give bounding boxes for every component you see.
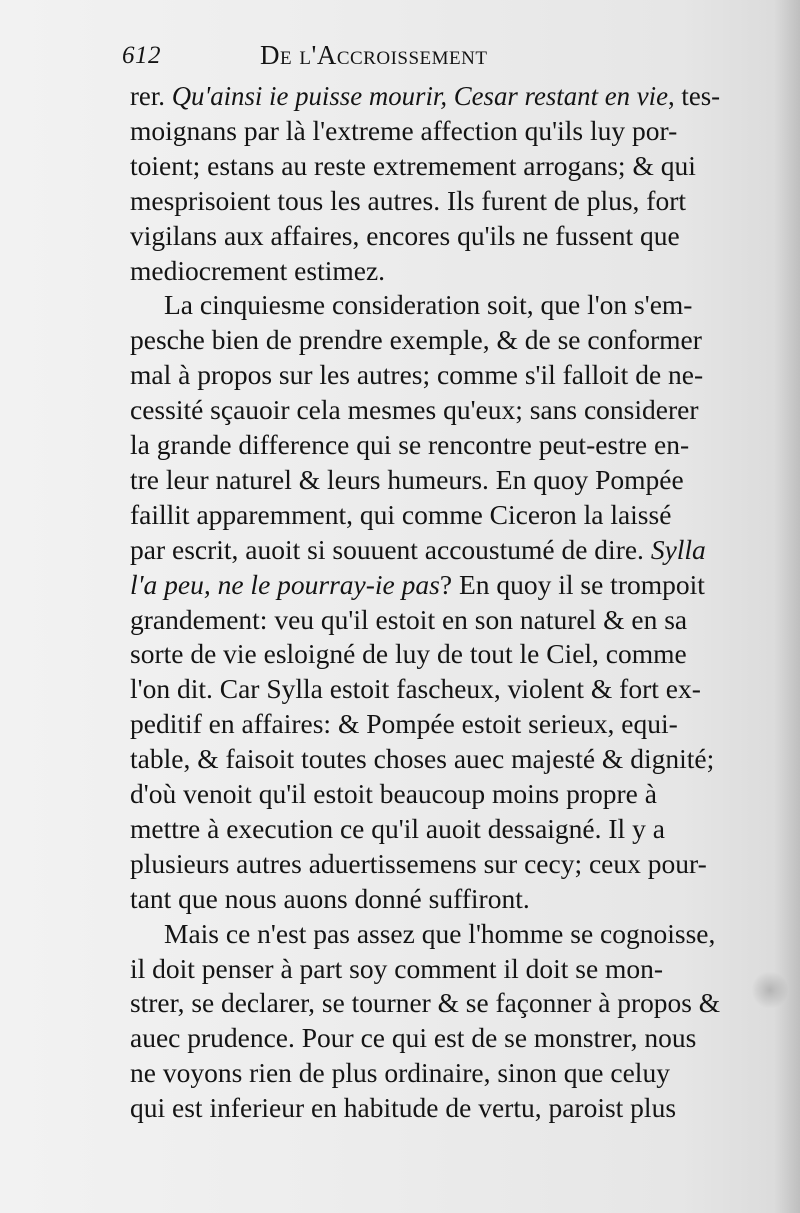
roman-text: grandement: veu qu'il estoit en son naturel & en sa [130,603,688,635]
text-line [130,183,686,219]
text-line [130,78,720,114]
page-number: 612 [122,42,161,69]
text-line [130,357,703,393]
roman-text: il doit penser à part soy comment il doit se mon- [130,952,664,984]
roman-text: mal à propos sur les autres; comme s'il falloit de ne- [130,359,704,391]
roman-text: la grande difference qui se rencontre peut-estre en- [130,429,690,460]
text-line [130,671,701,707]
text-line [130,741,714,777]
roman-text: mesprisoient tous les autres. Ils furent de plus, fort [130,184,687,216]
text-line [130,636,687,672]
text-line [130,602,687,638]
italic-text: Qu'ainsi ie puisse mourir, Cesar restant en vie [171,80,668,111]
text-line [130,218,680,254]
roman-text: mettre à execution ce qu'il auoit dessaigné. Il y a [130,812,665,844]
roman-text: plusieurs autres aduertissemens sur cecy; ceux pour- [130,847,707,879]
paper-stain [752,970,788,1010]
roman-text: mediocrement estimez. [130,254,386,286]
roman-text: d'où venoit qu'il estoit beaucoup moins propre à [130,778,657,809]
text-line [130,462,684,498]
italic-text: Sylla [650,533,706,565]
text-line [130,148,696,184]
roman-text: toient; estans au reste extremement arrogans; & qui [130,149,696,181]
text-line [130,881,530,917]
text-line [130,846,707,882]
roman-text: tre leur naturel & leurs humeurs. En quoy Pompée [130,463,684,495]
text-line [164,287,692,323]
text-line [130,497,671,533]
running-title: De l'Accroissement [260,40,488,70]
roman-text: La cinquiesme consideration soit, que l'on s'em- [164,289,693,321]
text-line [130,811,665,847]
italic-text: l'a peu, ne le pourray-ie pas [130,568,440,600]
text-line [130,1090,676,1126]
text-line [130,1020,696,1056]
roman-text: table, & faisoit toutes choses auec majesté & dignité; [130,743,715,775]
text-line [130,392,699,428]
text-line [130,1055,670,1091]
page-header [122,40,722,80]
roman-text: peditif en affaires: & Pompée estoit serieux, equi- [130,708,678,740]
roman-text: l'on dit. Car Sylla estoit fascheux, violent & fort ex- [130,673,701,705]
roman-text: , tes- [667,80,721,111]
roman-text: ne voyons rien de plus ordinaire, sinon que celuy [130,1057,670,1089]
roman-text: Mais ce n'est pas assez que l'homme se cognoisse, [164,917,716,949]
text-line [130,567,705,603]
text-line [130,985,720,1021]
roman-text: auec prudence. Pour ce qui est de se monstrer, nous [130,1022,697,1054]
text-line [130,951,663,987]
text-line [130,113,677,149]
roman-text: par escrit, auoit si souuent accoustumé de dire. [130,533,651,565]
text-line [164,916,715,952]
roman-text: faillit apparemment, qui comme Ciceron la laissé [130,498,672,530]
roman-text: vigilans aux affaires, encores qu'ils ne fussent que [130,219,680,251]
roman-text: pesche bien de prendre exemple, & de se conformer [130,324,702,356]
text-line [130,253,385,289]
roman-text: moignans par là l'extreme affection qu'ils luy por- [130,114,678,146]
roman-text: tant que nous auons donné suffiront. [130,882,530,914]
text-line [130,532,706,568]
roman-text: ? En quoy il se trompoit [439,568,705,600]
roman-text: strer, se declarer, se tourner & se façonner à propos & [130,987,721,1019]
roman-text: cessité sçauoir cela mesmes qu'eux; sans considerer [130,394,699,426]
roman-text: sorte de vie esloigné de luy de tout le Ciel, comme [130,638,687,670]
roman-text: qui est inferieur en habitude de vertu, paroist plus [130,1092,677,1124]
text-line [130,427,689,463]
text-line [130,322,702,358]
text-line [130,776,657,812]
text-line [130,706,678,742]
page-edge-shadow [774,0,800,1213]
roman-text: rer. [130,80,172,111]
